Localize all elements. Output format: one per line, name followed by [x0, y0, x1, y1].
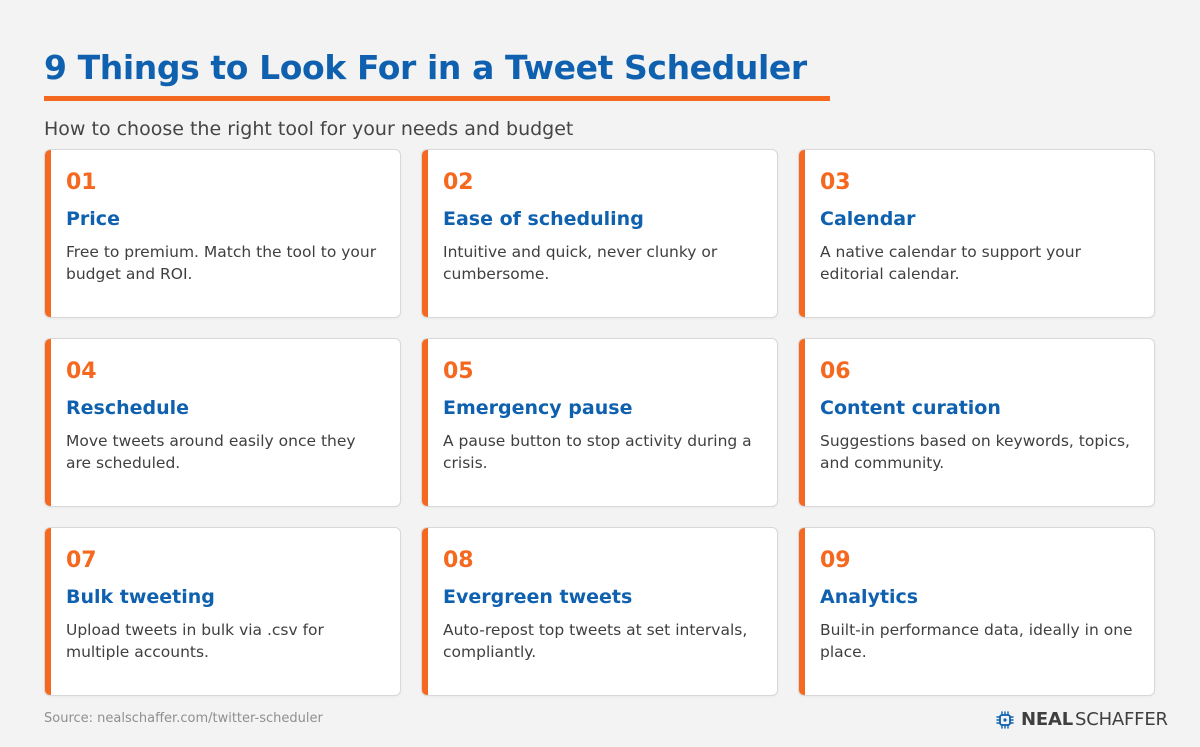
card-accent-bar [422, 528, 428, 695]
card-description: Move tweets around easily once they are scheduled. [66, 432, 356, 472]
feature-card-reschedule [44, 338, 401, 507]
card-accent-bar [799, 150, 805, 317]
card-description: Intuitive and quick, never clunky or cumbersome. [443, 243, 718, 283]
title-underline [44, 96, 830, 101]
brand-name-schaffer: SCHAFFER [1074, 709, 1168, 730]
card-title: Calendar [820, 208, 916, 230]
circuit-logo-icon [995, 710, 1015, 730]
card-title: Analytics [820, 586, 919, 608]
feature-card-analytics [798, 527, 1155, 696]
card-title: Bulk tweeting [66, 586, 215, 608]
card-number: 05 [443, 359, 474, 384]
card-accent-bar [799, 339, 805, 506]
card-title: Price [66, 208, 120, 230]
page-title: 9 Things to Look For in a Tweet Scheduler [44, 48, 807, 87]
card-description: A native calendar to support your editorial calendar. [820, 243, 1081, 283]
feature-card-evergreen-tweets [421, 527, 778, 696]
card-title: Emergency pause [443, 397, 633, 419]
feature-card-emergency-pause [421, 338, 778, 507]
card-description: A pause button to stop activity during a crisis. [443, 432, 752, 472]
card-number: 03 [820, 170, 851, 195]
feature-card-bulk-tweeting [44, 527, 401, 696]
card-accent-bar [422, 339, 428, 506]
card-description: Upload tweets in bulk via .csv for multiple accounts. [66, 621, 324, 661]
card-accent-bar [45, 339, 51, 506]
card-number: 09 [820, 548, 851, 573]
feature-card-calendar [798, 149, 1155, 318]
card-number: 08 [443, 548, 474, 573]
card-title: Ease of scheduling [443, 208, 644, 230]
card-accent-bar [45, 150, 51, 317]
source-note: Source: nealschaffer.com/twitter-scheduler [44, 711, 323, 726]
card-number: 07 [66, 548, 97, 573]
brand-logo [995, 707, 1168, 733]
page-subtitle: How to choose the right tool for your needs and budget [44, 118, 574, 140]
card-accent-bar [45, 528, 51, 695]
card-accent-bar [422, 150, 428, 317]
card-number: 06 [820, 359, 851, 384]
card-description: Suggestions based on keywords, topics, and community. [820, 432, 1130, 472]
brand-name-neal: NEAL [1021, 709, 1073, 730]
card-number: 01 [66, 170, 97, 195]
card-number: 02 [443, 170, 474, 195]
card-accent-bar [799, 528, 805, 695]
card-description: Free to premium. Match the tool to your budget and ROI. [66, 243, 377, 283]
feature-card-price [44, 149, 401, 318]
card-title: Reschedule [66, 397, 190, 419]
card-description: Auto-repost top tweets at set intervals, compliantly. [443, 621, 748, 661]
card-number: 04 [66, 359, 97, 384]
feature-card-ease-of-scheduling [421, 149, 778, 318]
card-title: Evergreen tweets [443, 586, 633, 608]
card-description: Built-in performance data, ideally in one place. [820, 621, 1133, 661]
feature-card-content-curation [798, 338, 1155, 507]
card-title: Content curation [820, 397, 1001, 419]
